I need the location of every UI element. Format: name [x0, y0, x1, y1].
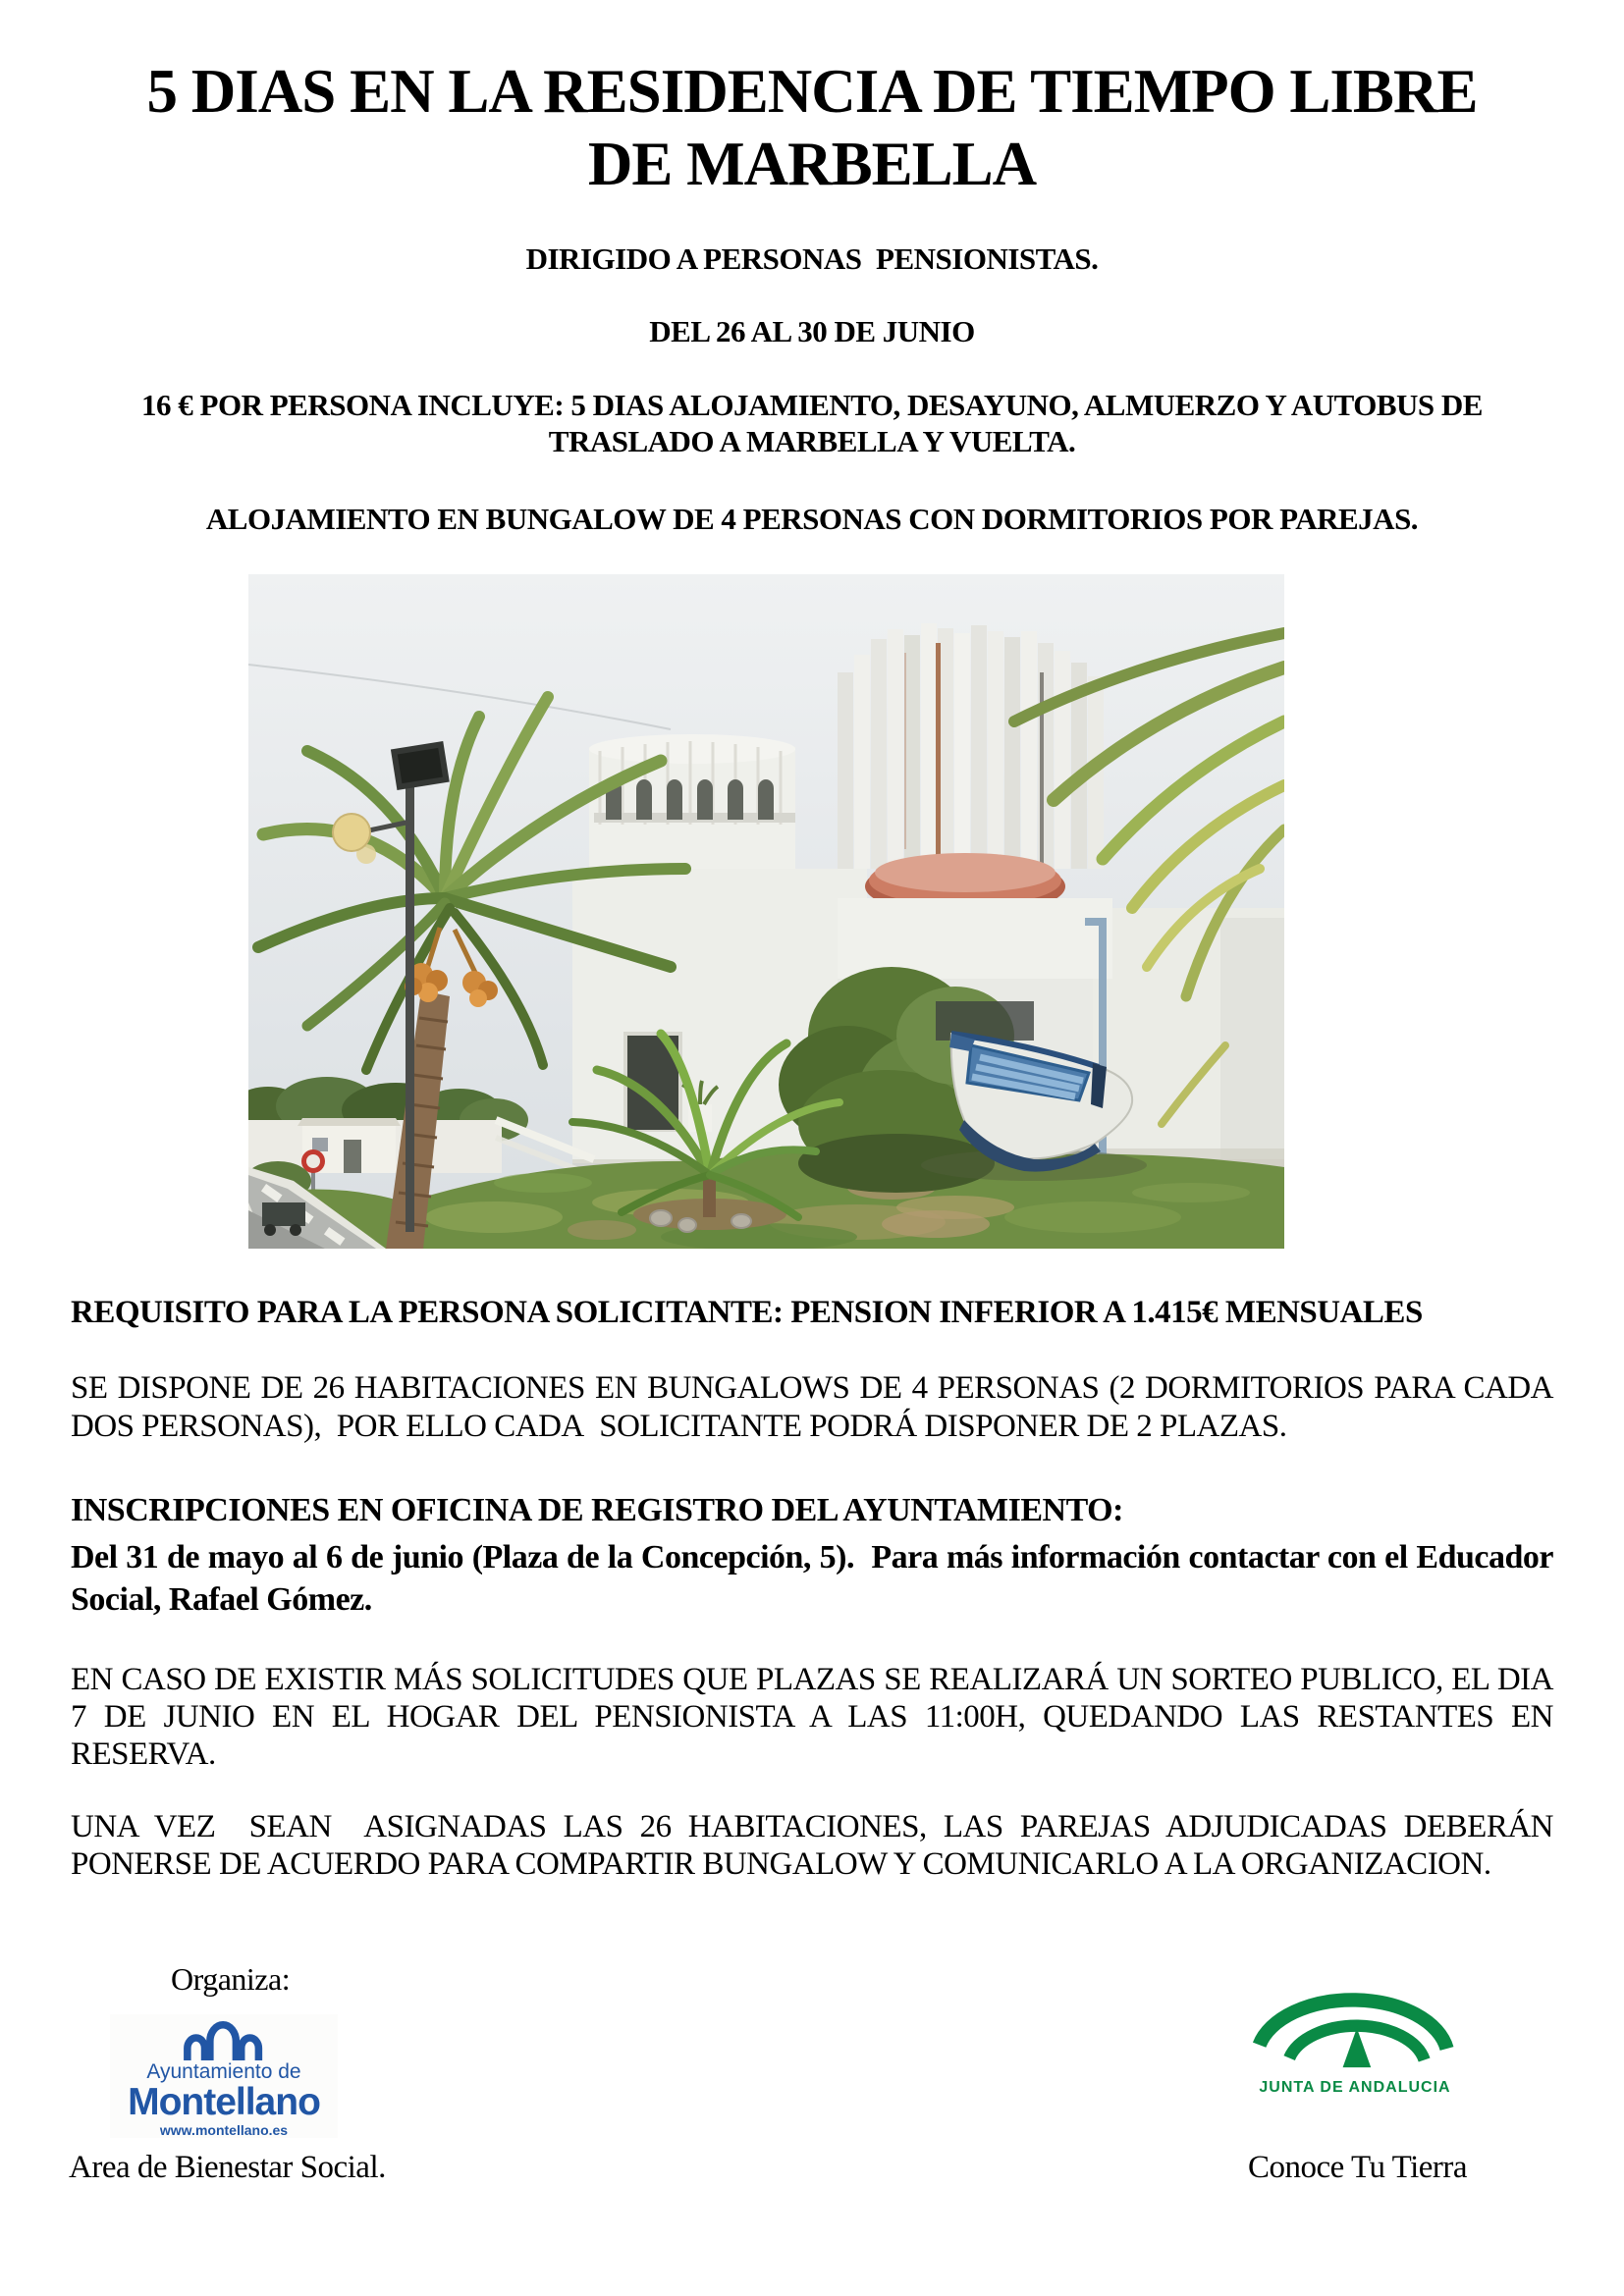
assignment-paragraph: UNA VEZ SEAN ASIGNADAS LAS 26 HABITACIONES, LAS PAREJAS ADJUDICADAS DEBERÁN PONERSE DE ACUERDO PARA COMPARTIR BUNGALOW Y COMUNICARLO A LA ORGANIZACION. — [71, 1809, 1553, 1882]
dates-line: DEL 26 AL 30 DE JUNIO — [649, 314, 975, 348]
lottery-paragraph: EN CASO DE EXISTIR MÁS SOLICITUDES QUE PLAZAS SE REALIZARÁ UN SORTEO PUBLICO, EL DIA 7 DE JUNIO EN EL HOGAR DEL PENSIONISTA A LAS 11:00H, QUEDANDO LAS RESTANTES EN RESERVA. — [71, 1662, 1553, 1772]
registration-heading: INSCRIPCIONES EN OFICINA DE REGISTRO DEL AYUNTAMIENTO: — [71, 1492, 1123, 1528]
footer-slogan: Conoce Tu Tierra — [1248, 2150, 1468, 2185]
rooms-paragraph: SE DISPONE DE 26 HABITACIONES EN BUNGALOWS DE 4 PERSONAS (2 DORMITORIOS PARA CADA DOS PERSONAS), POR ELLO CADA SOLICITANTE PODRÁ DISPONER DE 2 PLAZAS. — [71, 1370, 1553, 1444]
junta-andalucia-logo — [1245, 1979, 1465, 2109]
registration-details: Del 31 de mayo al 6 de junio (Plaza de la Concepción, 5). Para más información contactar con el Educador Social, Rafael Gómez. — [71, 1539, 1553, 1618]
page-title-line-1: 5 DIAS EN LA RESIDENCIA DE TIEMPO LIBRE — [146, 57, 1478, 126]
junta-logo-label: JUNTA DE ANDALUCIA — [1259, 2079, 1451, 2096]
montellano-logo-line1: Ayuntamiento de — [146, 2059, 301, 2083]
audience-line: DIRIGIDO A PERSONAS PENSIONISTAS. — [525, 241, 1099, 276]
accommodation-line: ALOJAMIENTO EN BUNGALOW DE 4 PERSONAS CON DORMITORIOS POR PAREJAS. — [205, 502, 1419, 536]
montellano-arches-icon — [179, 2015, 269, 2060]
montellano-logo-name: Montellano — [128, 2080, 320, 2123]
page-title-line-2: DE MARBELLA — [587, 130, 1037, 198]
requirement-heading: REQUISITO PARA LA PERSONA SOLICITANTE: PENSION INFERIOR A 1.415€ MENSUALES — [71, 1295, 1423, 1330]
montellano-logo-website: www.montellano.es — [159, 2121, 289, 2138]
price-paragraph: 16 € POR PERSONA INCLUYE: 5 DIAS ALOJAMIENTO, DESAYUNO, ALMUERZO Y AUTOBUS DE TRASLADO A MARBELLA Y VUELTA. — [141, 388, 1483, 458]
organizer-label: Organiza: — [171, 1961, 291, 1997]
residence-photo — [248, 574, 1284, 1249]
montellano-logo — [110, 2014, 338, 2138]
junta-arcs-icon — [1252, 1979, 1458, 2077]
footer-department: Area de Bienestar Social. — [69, 2150, 386, 2185]
page-title — [0, 55, 1624, 200]
